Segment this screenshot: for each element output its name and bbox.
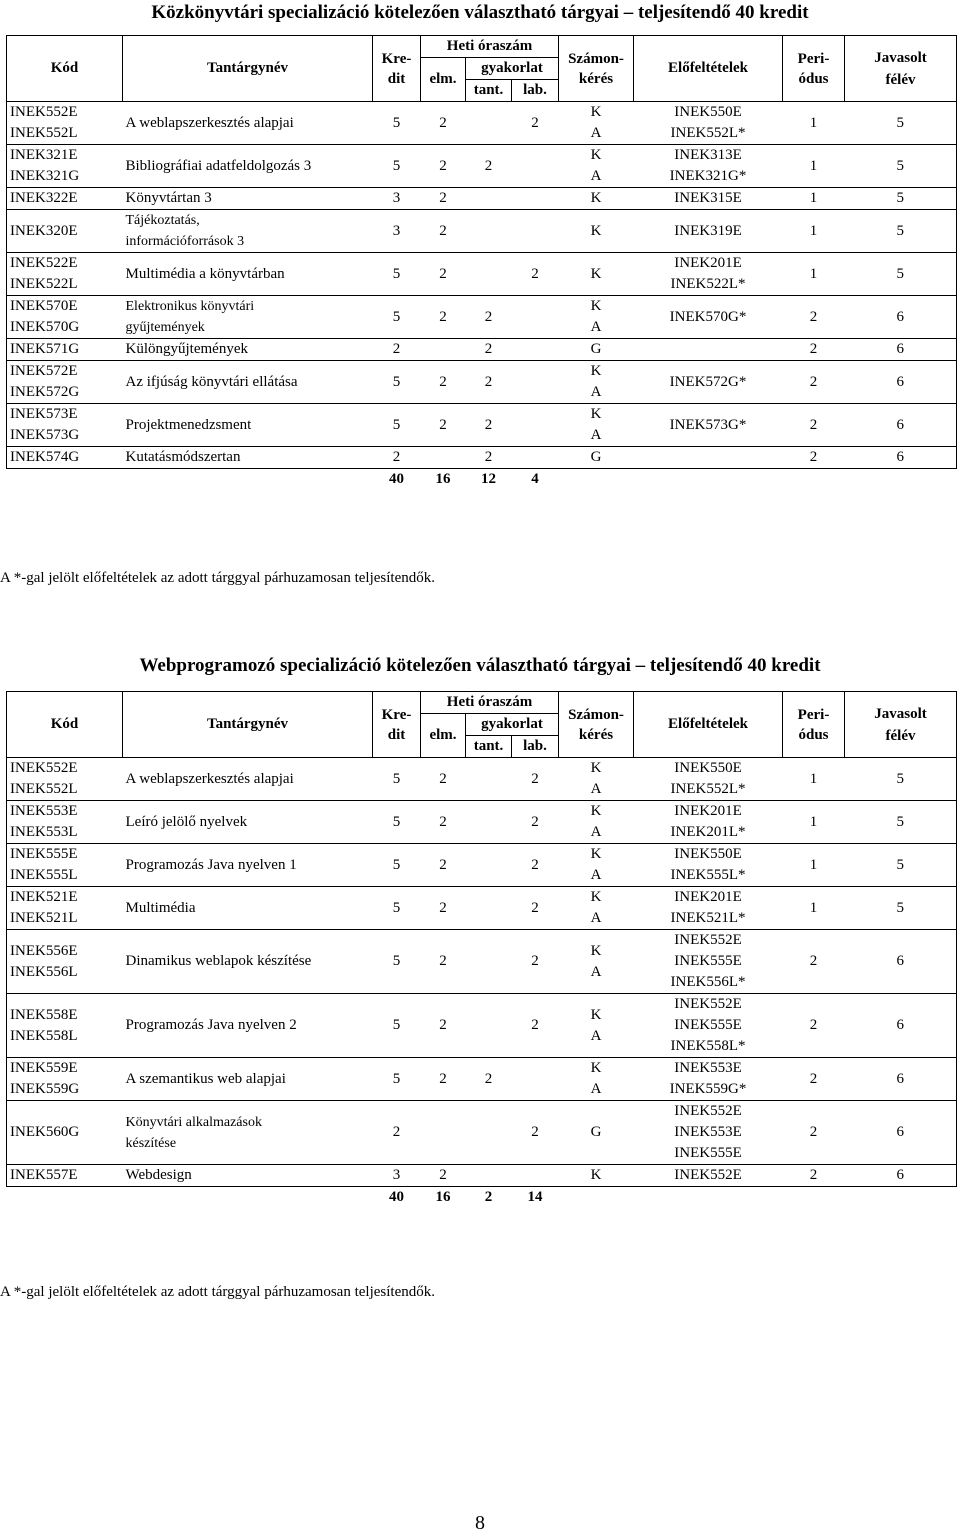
cell-elm: 2 <box>421 404 466 447</box>
table-row <box>7 1165 957 1187</box>
cell-felev: 6 <box>845 994 957 1058</box>
cell-kod: INEK522E INEK522L <box>7 253 123 296</box>
cell-tant <box>466 1101 512 1165</box>
cell-kredit: 2 <box>373 447 421 469</box>
cell-per: 1 <box>783 253 845 296</box>
cell-per: 2 <box>783 1165 845 1187</box>
totals-row <box>7 469 957 491</box>
cell-elm: 2 <box>421 758 466 801</box>
cell-kod: INEK321E INEK321G <box>7 145 123 188</box>
cell-lab: 2 <box>512 844 559 887</box>
cell-elm: 2 <box>421 930 466 994</box>
cell-elo: INEK319E <box>634 210 783 253</box>
total-elm: 16 <box>435 1189 451 1205</box>
cell-nev: Kutatásmódszertan <box>123 447 373 469</box>
cell-kredit: 2 <box>373 1101 421 1165</box>
cell-nev: A weblapszerkesztés alapjai <box>123 758 373 801</box>
total-lab: 4 <box>531 471 539 487</box>
cell-tant <box>466 930 512 994</box>
cell-per: 1 <box>783 210 845 253</box>
page-number: 8 <box>475 1512 485 1534</box>
cell-szamon: K <box>559 253 634 296</box>
cell-per: 2 <box>783 994 845 1058</box>
total-elm: 16 <box>435 471 451 487</box>
table-row <box>7 844 957 887</box>
header-tantargynev: Tantárgynév <box>123 692 373 758</box>
total-tant: 12 <box>481 471 496 487</box>
cell-elo: INEK201E INEK521L* <box>634 887 783 930</box>
cell-per: 2 <box>783 930 845 994</box>
header-kredit: Kre- dit <box>373 36 421 102</box>
cell-felev: 5 <box>845 145 957 188</box>
cell-lab: 2 <box>512 930 559 994</box>
cell-elm <box>421 447 466 469</box>
total-kredit: 40 <box>389 1189 404 1205</box>
cell-elo: INEK201E INEK522L* <box>634 253 783 296</box>
cell-kredit: 5 <box>373 361 421 404</box>
cell-kredit: 5 <box>373 801 421 844</box>
cell-felev: 5 <box>845 102 957 145</box>
cell-elo: INEK553E INEK559G* <box>634 1058 783 1101</box>
total-empty <box>783 1187 845 1209</box>
total-empty <box>783 469 845 491</box>
header-szamonkeres: Számon- kérés <box>559 36 634 102</box>
cell-elm: 2 <box>421 145 466 188</box>
total-empty <box>559 469 634 491</box>
cell-lab <box>512 296 559 339</box>
cell-elo: INEK572G* <box>634 361 783 404</box>
header-elm: elm. <box>421 58 466 102</box>
table2-title: Webprogramozó specializáció kötelezően választható tárgyai – teljesítendő 40 kredit <box>139 655 821 676</box>
header-szamonkeres: Számon- kérés <box>559 692 634 758</box>
cell-kod: INEK552E INEK552L <box>7 758 123 801</box>
cell-felev: 5 <box>845 758 957 801</box>
cell-kredit: 5 <box>373 844 421 887</box>
cell-per: 2 <box>783 339 845 361</box>
header-tantargynev: Tantárgynév <box>123 36 373 102</box>
cell-elm: 2 <box>421 1058 466 1101</box>
cell-tant <box>466 758 512 801</box>
cell-elm: 2 <box>421 844 466 887</box>
table-row <box>7 361 957 404</box>
header-gyakorlat: gyakorlat <box>466 58 559 80</box>
cell-elo: INEK552E <box>634 1165 783 1187</box>
cell-tant: 2 <box>466 145 512 188</box>
cell-tant <box>466 887 512 930</box>
cell-kod: INEK560G <box>7 1101 123 1165</box>
cell-tant: 2 <box>466 404 512 447</box>
table-row <box>7 930 957 994</box>
total-empty <box>559 1187 634 1209</box>
cell-szamon: K A <box>559 1058 634 1101</box>
header-javasolt-felev: Javasolt félév <box>845 692 957 758</box>
cell-nev: Különgyűjtemények <box>123 339 373 361</box>
cell-felev: 6 <box>845 447 957 469</box>
header-periodus: Peri- ódus <box>783 692 845 758</box>
cell-lab <box>512 145 559 188</box>
cell-felev: 6 <box>845 1101 957 1165</box>
cell-lab <box>512 1058 559 1101</box>
cell-tant <box>466 994 512 1058</box>
total-empty <box>634 1187 783 1209</box>
cell-kod: INEK571G <box>7 339 123 361</box>
header-heti-oraszam: Heti óraszám <box>421 692 559 714</box>
cell-elo: INEK313E INEK321G* <box>634 145 783 188</box>
cell-kredit: 5 <box>373 296 421 339</box>
cell-lab <box>512 447 559 469</box>
cell-elm: 2 <box>421 1165 466 1187</box>
cell-kredit: 5 <box>373 994 421 1058</box>
cell-szamon: G <box>559 1101 634 1165</box>
cell-tant <box>466 188 512 210</box>
table-row <box>7 253 957 296</box>
cell-kredit: 5 <box>373 253 421 296</box>
cell-kod: INEK559E INEK559G <box>7 1058 123 1101</box>
totals-row <box>7 1187 957 1209</box>
table-row <box>7 1101 957 1165</box>
table2-footnote: A *-gal jelölt előfeltételek az adott tárggyal párhuzamosan teljesítendők. <box>0 1284 435 1300</box>
table1-title: Közkönyvtári specializáció kötelezően választható tárgyai – teljesítendő 40 kredit <box>151 2 809 23</box>
cell-elo: INEK552E INEK555E INEK556L* <box>634 930 783 994</box>
cell-felev: 5 <box>845 887 957 930</box>
cell-szamon: K <box>559 188 634 210</box>
cell-szamon: K A <box>559 887 634 930</box>
cell-tant <box>466 844 512 887</box>
table1-footnote: A *-gal jelölt előfeltételek az adott tárggyal párhuzamosan teljesítendők. <box>0 570 435 586</box>
cell-elm: 2 <box>421 210 466 253</box>
cell-kod: INEK521E INEK521L <box>7 887 123 930</box>
cell-elo: INEK570G* <box>634 296 783 339</box>
cell-elm: 2 <box>421 801 466 844</box>
total-empty <box>7 469 123 491</box>
table-row <box>7 339 957 361</box>
total-empty <box>845 469 957 491</box>
cell-kod: INEK553E INEK553L <box>7 801 123 844</box>
cell-tant <box>466 1165 512 1187</box>
header-kod: Kód <box>7 692 123 758</box>
cell-per: 2 <box>783 296 845 339</box>
cell-tant <box>466 210 512 253</box>
header-lab: lab. <box>512 736 559 758</box>
cell-per: 1 <box>783 758 845 801</box>
cell-kredit: 2 <box>373 339 421 361</box>
cell-tant <box>466 102 512 145</box>
cell-kredit: 3 <box>373 1165 421 1187</box>
cell-kod: INEK558E INEK558L <box>7 994 123 1058</box>
cell-elm <box>421 1101 466 1165</box>
cell-nev: Az ifjúság könyvtári ellátása <box>123 361 373 404</box>
cell-per: 2 <box>783 1101 845 1165</box>
cell-kod: INEK574G <box>7 447 123 469</box>
header-tant: tant. <box>466 80 512 102</box>
table2 <box>6 691 957 1208</box>
total-empty <box>7 1187 123 1209</box>
header-lab: lab. <box>512 80 559 102</box>
cell-kredit: 5 <box>373 102 421 145</box>
table-row <box>7 210 957 253</box>
cell-elo: INEK315E <box>634 188 783 210</box>
cell-szamon: K <box>559 1165 634 1187</box>
header-kredit: Kre- dit <box>373 692 421 758</box>
cell-per: 1 <box>783 102 845 145</box>
table-row <box>7 758 957 801</box>
cell-nev: Dinamikus weblapok készítése <box>123 930 373 994</box>
cell-elo <box>634 339 783 361</box>
cell-felev: 6 <box>845 339 957 361</box>
cell-felev: 6 <box>845 1058 957 1101</box>
cell-nev: Elektronikus könyvtári gyűjtemények <box>123 296 373 339</box>
cell-lab: 2 <box>512 994 559 1058</box>
cell-felev: 5 <box>845 188 957 210</box>
cell-kod: INEK557E <box>7 1165 123 1187</box>
cell-felev: 6 <box>845 296 957 339</box>
cell-szamon: K A <box>559 844 634 887</box>
cell-szamon: K <box>559 210 634 253</box>
cell-kod: INEK552E INEK552L <box>7 102 123 145</box>
cell-elo: INEK201E INEK201L* <box>634 801 783 844</box>
cell-nev: A szemantikus web alapjai <box>123 1058 373 1101</box>
cell-nev: Programozás Java nyelven 2 <box>123 994 373 1058</box>
cell-felev: 5 <box>845 253 957 296</box>
cell-szamon: K A <box>559 930 634 994</box>
cell-kredit: 3 <box>373 188 421 210</box>
cell-elm: 2 <box>421 887 466 930</box>
cell-tant: 2 <box>466 447 512 469</box>
cell-elo: INEK552E INEK555E INEK558L* <box>634 994 783 1058</box>
cell-szamon: G <box>559 339 634 361</box>
cell-lab <box>512 188 559 210</box>
cell-szamon: K A <box>559 404 634 447</box>
cell-per: 2 <box>783 1058 845 1101</box>
cell-elm: 2 <box>421 253 466 296</box>
cell-per: 2 <box>783 447 845 469</box>
cell-elo: INEK552E INEK553E INEK555E <box>634 1101 783 1165</box>
cell-per: 1 <box>783 188 845 210</box>
table-row <box>7 404 957 447</box>
cell-per: 1 <box>783 145 845 188</box>
header-heti-oraszam: Heti óraszám <box>421 36 559 58</box>
cell-kredit: 5 <box>373 758 421 801</box>
cell-felev: 6 <box>845 361 957 404</box>
cell-lab: 2 <box>512 102 559 145</box>
cell-lab: 2 <box>512 801 559 844</box>
table-row <box>7 296 957 339</box>
cell-tant: 2 <box>466 1058 512 1101</box>
cell-tant: 2 <box>466 339 512 361</box>
table-row <box>7 887 957 930</box>
cell-per: 2 <box>783 404 845 447</box>
cell-elo: INEK550E INEK552L* <box>634 758 783 801</box>
cell-nev: Projektmenedzsment <box>123 404 373 447</box>
cell-lab <box>512 361 559 404</box>
table-row <box>7 102 957 145</box>
cell-felev: 5 <box>845 210 957 253</box>
cell-szamon: K A <box>559 994 634 1058</box>
cell-elm: 2 <box>421 102 466 145</box>
header-javasolt-felev: Javasolt félév <box>845 36 957 102</box>
table-row <box>7 801 957 844</box>
cell-szamon: K A <box>559 801 634 844</box>
cell-kod: INEK556E INEK556L <box>7 930 123 994</box>
cell-elm: 2 <box>421 994 466 1058</box>
table-row <box>7 447 957 469</box>
cell-nev: Webdesign <box>123 1165 373 1187</box>
cell-kredit: 5 <box>373 930 421 994</box>
cell-lab <box>512 1165 559 1187</box>
cell-nev: Könyvtártan 3 <box>123 188 373 210</box>
cell-szamon: K A <box>559 102 634 145</box>
cell-kredit: 5 <box>373 404 421 447</box>
table1 <box>6 35 957 490</box>
cell-elm: 2 <box>421 296 466 339</box>
cell-szamon: K A <box>559 296 634 339</box>
total-empty <box>634 469 783 491</box>
header-elofeltetelek: Előfeltételek <box>634 36 783 102</box>
cell-nev: Tájékoztatás, információforrások 3 <box>123 210 373 253</box>
table-row <box>7 994 957 1058</box>
cell-elo: INEK550E INEK552L* <box>634 102 783 145</box>
cell-elm: 2 <box>421 361 466 404</box>
cell-felev: 5 <box>845 801 957 844</box>
cell-elo <box>634 447 783 469</box>
cell-lab: 2 <box>512 758 559 801</box>
total-empty <box>845 1187 957 1209</box>
cell-felev: 5 <box>845 844 957 887</box>
cell-szamon: K A <box>559 145 634 188</box>
cell-tant: 2 <box>466 361 512 404</box>
cell-tant <box>466 253 512 296</box>
cell-felev: 6 <box>845 930 957 994</box>
table-row <box>7 145 957 188</box>
header-elm: elm. <box>421 714 466 758</box>
cell-nev: Leíró jelölő nyelvek <box>123 801 373 844</box>
cell-elm <box>421 339 466 361</box>
cell-szamon: G <box>559 447 634 469</box>
total-empty <box>123 1187 373 1209</box>
cell-nev: Multimédia a könyvtárban <box>123 253 373 296</box>
cell-lab: 2 <box>512 1101 559 1165</box>
cell-lab <box>512 339 559 361</box>
cell-kredit: 5 <box>373 145 421 188</box>
cell-tant: 2 <box>466 296 512 339</box>
cell-kredit: 3 <box>373 210 421 253</box>
cell-lab: 2 <box>512 887 559 930</box>
header-gyakorlat: gyakorlat <box>466 714 559 736</box>
total-lab: 14 <box>527 1189 543 1205</box>
total-tant: 2 <box>484 1189 493 1205</box>
cell-lab <box>512 404 559 447</box>
cell-nev: Könyvtári alkalmazások készítése <box>123 1101 373 1165</box>
header-elofeltetelek: Előfeltételek <box>634 692 783 758</box>
cell-nev: Programozás Java nyelven 1 <box>123 844 373 887</box>
table-row <box>7 188 957 210</box>
cell-lab: 2 <box>512 253 559 296</box>
cell-nev: Multimédia <box>123 887 373 930</box>
cell-kod: INEK320E <box>7 210 123 253</box>
cell-kod: INEK570E INEK570G <box>7 296 123 339</box>
cell-felev: 6 <box>845 404 957 447</box>
cell-kod: INEK555E INEK555L <box>7 844 123 887</box>
cell-kod: INEK572E INEK572G <box>7 361 123 404</box>
header-tant: tant. <box>466 736 512 758</box>
cell-tant <box>466 801 512 844</box>
cell-szamon: K A <box>559 758 634 801</box>
total-kredit: 40 <box>389 471 404 487</box>
cell-kredit: 5 <box>373 1058 421 1101</box>
cell-elm: 2 <box>421 188 466 210</box>
cell-felev: 6 <box>845 1165 957 1187</box>
cell-kod: INEK573E INEK573G <box>7 404 123 447</box>
header-periodus: Peri- ódus <box>783 36 845 102</box>
total-empty <box>123 469 373 491</box>
cell-nev: Bibliográfiai adatfeldolgozás 3 <box>123 145 373 188</box>
cell-elo: INEK550E INEK555L* <box>634 844 783 887</box>
cell-per: 1 <box>783 801 845 844</box>
cell-szamon: K A <box>559 361 634 404</box>
cell-per: 2 <box>783 361 845 404</box>
table-row <box>7 1058 957 1101</box>
header-kod: Kód <box>7 36 123 102</box>
cell-per: 1 <box>783 844 845 887</box>
cell-lab <box>512 210 559 253</box>
cell-kod: INEK322E <box>7 188 123 210</box>
cell-elo: INEK573G* <box>634 404 783 447</box>
cell-per: 1 <box>783 887 845 930</box>
cell-nev: A weblapszerkesztés alapjai <box>123 102 373 145</box>
cell-kredit: 5 <box>373 887 421 930</box>
